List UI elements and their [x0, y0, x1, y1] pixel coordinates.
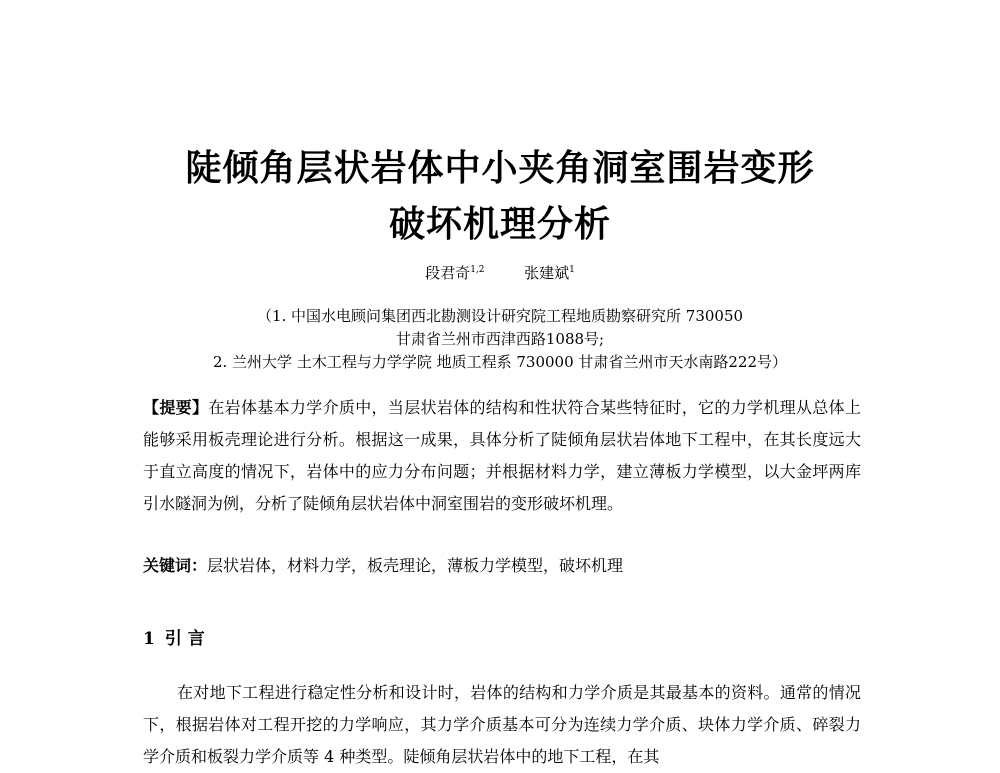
- author-list: [0, 262, 1000, 283]
- affiliation-line-2: 甘肃省兰州市西津西路1088号;: [395, 330, 605, 348]
- affiliation-line-3: 2. 兰州大学 土木工程与力学学院 地质工程系 730000 甘肃省兰州市天水南路222号）: [212, 353, 788, 371]
- paper-title-line-2: 破坏机理分析: [388, 203, 611, 245]
- author-name: 张建斌: [524, 264, 570, 282]
- keywords: [143, 552, 861, 580]
- section-number: 1: [143, 629, 155, 649]
- body-paragraph: 在对地下工程进行稳定性分析和设计时，岩体的结构和力学介质是其最基本的资料。通常的情况下，根据岩体对工程开挖的力学响应，其力学介质基本可分为连续力学介质、块体力学介质、碎裂力学介质和板裂力学介质等 4 种类型。陡倾角层状岩体中的地下工程，在其: [143, 683, 861, 766]
- section-heading-introduction: [143, 624, 205, 649]
- abstract-label: 【提要】: [143, 398, 209, 417]
- abstract: [143, 392, 861, 520]
- abstract-text: 在岩体基本力学介质中，当层状岩体的结构和性状符合某些特征时，它的力学机理从总体上能够采用板壳理论进行分析。根据这一成果，具体分析了陡倾角层状岩体地下工程中，在其长度远大于直立高度的情况下，岩体中的应力分布问题；并根据材料力学，建立薄板力学模型，以大金坪两库引水隧洞为例，分析了陡倾角层状岩体中洞室围岩的变形破坏机理。: [143, 398, 861, 513]
- author-affiliation-marker: 1,2: [470, 265, 485, 275]
- section-title: 引 言: [164, 629, 205, 649]
- keywords-text: 层状岩体，材料力学，板壳理论，薄板力学模型，破坏机理: [207, 556, 624, 575]
- affiliation-line-1: （1. 中国水电顾问集团西北勘测设计研究院工程地质勘察研究所 730050: [256, 307, 744, 325]
- paper-title-line-1: 陡倾角层状岩体中小夹角洞室围岩变形: [185, 147, 815, 189]
- author-name: 段君奇: [425, 264, 471, 282]
- keywords-label: 关键词：: [143, 556, 208, 575]
- author-affiliation-marker: 1: [569, 265, 575, 275]
